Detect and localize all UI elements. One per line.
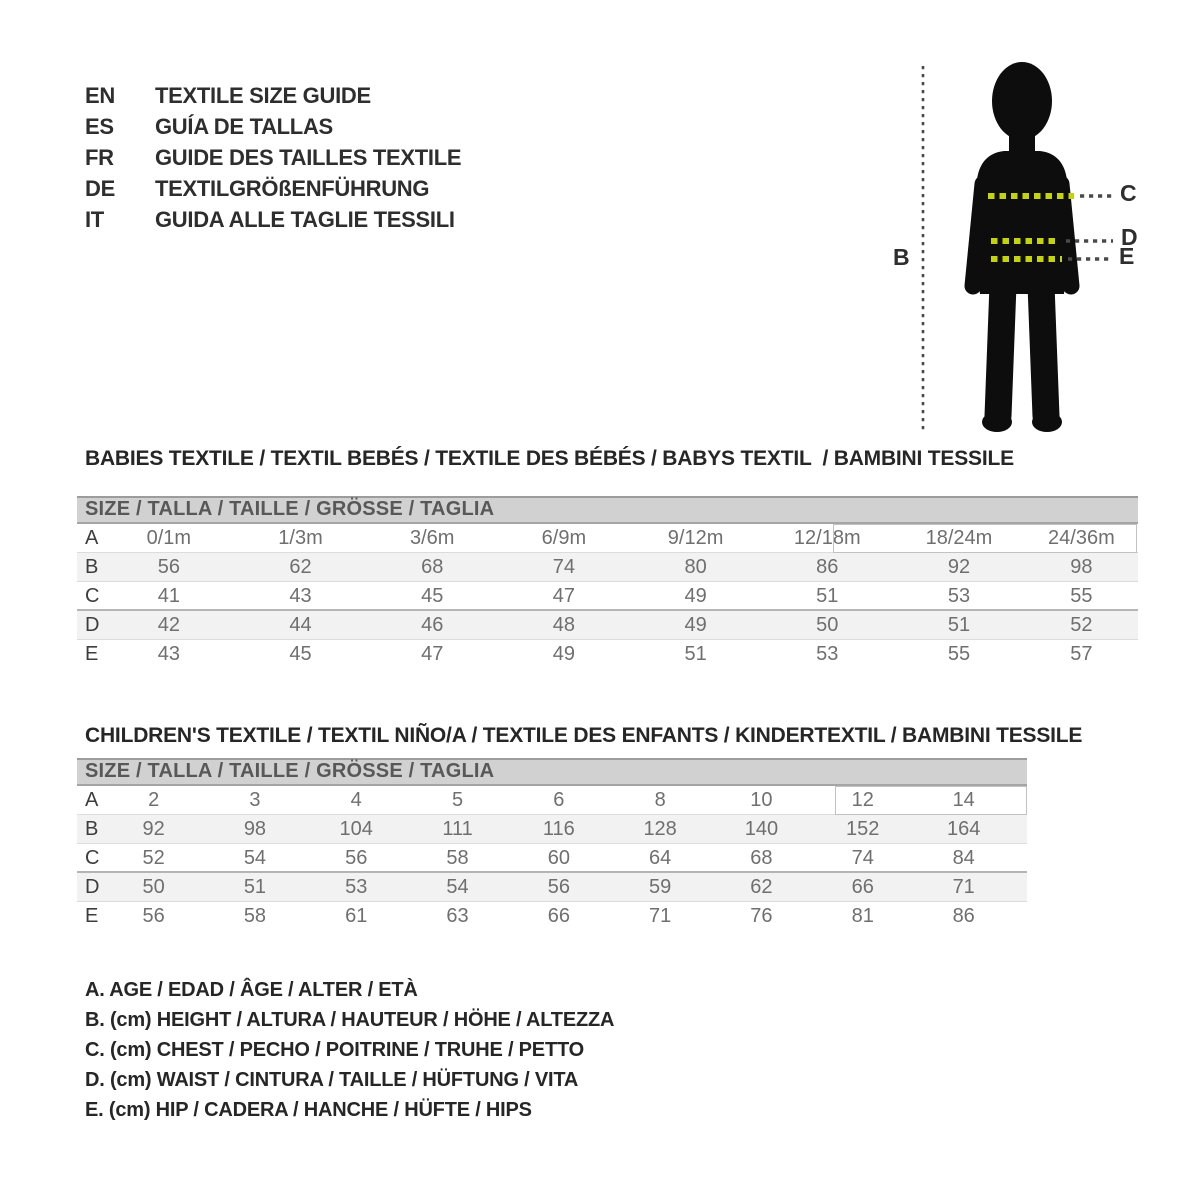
row-label: E (85, 643, 99, 665)
table-cell: 48 (552, 614, 576, 636)
table-cell: 68 (750, 847, 773, 869)
table-cell: 53 (947, 585, 971, 607)
table-cell: 92 (142, 818, 165, 840)
table-cell: 60 (547, 847, 570, 869)
table-cell: 71 (952, 876, 975, 898)
table-cell: 8 (654, 789, 666, 811)
table-cell: 62 (289, 556, 312, 578)
language-code: FR (85, 145, 114, 170)
table-cell: 56 (547, 876, 570, 898)
list-item (85, 173, 461, 204)
guide-title: GUÍA DE TALLAS (155, 114, 333, 139)
row-label: C (85, 585, 100, 607)
table-row (77, 815, 1027, 844)
list-item (85, 204, 461, 235)
language-code: DE (85, 176, 115, 201)
table-cell: 2 (148, 789, 160, 811)
table-cell: 49 (552, 643, 576, 665)
table-row (77, 873, 1027, 902)
list-item (85, 142, 461, 173)
table-cell: 47 (552, 585, 576, 607)
table-cell: 5 (451, 789, 464, 811)
row-label: A (85, 527, 99, 549)
row-label: D (85, 876, 100, 898)
table-cell: 0/1m (146, 527, 192, 549)
table-cell: 92 (947, 556, 971, 578)
table-cell: 56 (345, 847, 368, 869)
legend-waist: D. (cm) WAIST / CINTURA / TAILLE / HÜFTUNG / VITA (85, 1069, 579, 1091)
language-title-list (85, 80, 461, 235)
language-code: EN (85, 83, 115, 108)
table-cell: 104 (339, 818, 373, 840)
table-cell: 47 (421, 643, 444, 665)
table-cell: 12 (851, 789, 874, 811)
table-cell: 43 (157, 643, 180, 665)
table-cell: 61 (345, 905, 368, 927)
table-cell: 51 (947, 614, 971, 636)
table-cell: 4 (350, 789, 362, 811)
table-cell: 59 (649, 876, 672, 898)
table-cell: 50 (816, 614, 839, 636)
table-cell: 74 (851, 847, 874, 869)
table-cell: 86 (952, 905, 975, 927)
table-cell: 6/9m (541, 527, 587, 549)
table-row (77, 553, 1138, 582)
babies-section-title: BABIES TEXTILE / TEXTIL BEBÉS / TEXTILE DES BÉBÉS / BABYS TEXTIL / BAMBINI TESSILE (85, 447, 1014, 470)
table-cell: 43 (289, 585, 312, 607)
table-cell: 63 (446, 905, 469, 927)
size-header-bar: SIZE / TALLA / TAILLE / GRÖSSE / TAGLIA (77, 496, 1138, 524)
row-label: C (85, 847, 100, 869)
table-cell: 45 (421, 585, 444, 607)
guide-title: GUIDE DES TAILLES TEXTILE (155, 145, 462, 170)
table-cell: 51 (243, 876, 267, 898)
table-cell: 86 (816, 556, 839, 578)
legend-age: A. AGE / EDAD / ÂGE / ALTER / ETÀ (85, 979, 418, 1001)
size-header-bar: SIZE / TALLA / TAILLE / GRÖSSE / TAGLIA (77, 758, 1027, 786)
children-size-table (77, 758, 1027, 931)
guide-title: GUIDA ALLE TAGLIE TESSILI (155, 207, 455, 232)
hip-line-label: E (1119, 243, 1135, 269)
language-code: IT (85, 207, 104, 232)
table-cell: 41 (157, 585, 180, 607)
measurement-legend (85, 975, 614, 1125)
list-item (85, 111, 461, 142)
table-cell: 58 (243, 905, 267, 927)
children-section-title: CHILDREN'S TEXTILE / TEXTIL NIÑO/A / TEXTILE DES ENFANTS / KINDERTEXTIL / BAMBINI TESSILE (85, 724, 1083, 747)
legend-chest: C. (cm) CHEST / PECHO / POITRINE / TRUHE / PETTO (85, 1039, 584, 1061)
table-cell: 62 (750, 876, 773, 898)
table-cell: 58 (446, 847, 469, 869)
table-row (77, 582, 1138, 611)
table-cell: 49 (684, 585, 707, 607)
table-cell: 64 (649, 847, 672, 869)
language-code: ES (85, 114, 114, 139)
table-cell: 54 (446, 876, 469, 898)
table-cell: 56 (142, 905, 165, 927)
table-cell: 14 (952, 789, 975, 811)
height-line-label: B (893, 244, 910, 270)
legend-height: B. (cm) HEIGHT / ALTURA / HAUTEUR / HÖHE / ALTEZZA (85, 1009, 615, 1031)
table-cell: 140 (744, 818, 779, 840)
table-cell: 55 (947, 643, 971, 665)
table-cell: 53 (816, 643, 839, 665)
table-cell: 51 (816, 585, 839, 607)
chest-line-label: C (1120, 180, 1137, 206)
table-cell: 68 (421, 556, 444, 578)
babies-size-table (77, 496, 1138, 669)
table-cell: 81 (851, 905, 874, 927)
waist-line-label: D (1121, 224, 1138, 250)
table-cell: 42 (157, 614, 180, 636)
table-cell: 76 (750, 905, 773, 927)
table-cell: 9/12m (667, 527, 724, 549)
highlight-box (833, 524, 1137, 553)
row-label: B (85, 556, 99, 578)
table-cell: 98 (243, 818, 267, 840)
guide-title: TEXTILGRÖßENFÜHRUNG (155, 176, 430, 201)
table-cell: 49 (684, 614, 707, 636)
table-cell: 74 (552, 556, 576, 578)
table-cell: 54 (243, 847, 267, 869)
row-label: A (85, 789, 99, 811)
table-cell: 3/6m (409, 527, 455, 549)
table-cell: 52 (1070, 614, 1093, 636)
table-cell: 57 (1070, 643, 1093, 665)
table-row (77, 844, 1027, 873)
table-cell: 128 (643, 818, 677, 840)
row-label: B (85, 818, 99, 840)
table-row (77, 902, 1027, 931)
table-cell: 44 (289, 614, 312, 636)
child-silhouette (973, 62, 1071, 432)
table-cell: 1/3m (278, 527, 323, 549)
table-cell: 3 (249, 789, 261, 811)
table-cell: 18/24m (925, 527, 993, 549)
table-cell: 6 (553, 789, 565, 811)
table-cell: 53 (345, 876, 368, 898)
table-cell: 50 (142, 876, 165, 898)
row-label: D (85, 614, 100, 636)
table-cell: 24/36m (1048, 527, 1115, 549)
table-cell: 12/18m (793, 527, 861, 549)
table-cell: 52 (142, 847, 165, 869)
table-cell: 98 (1070, 556, 1093, 578)
table-cell: 55 (1070, 585, 1093, 607)
table-cell: 56 (157, 556, 180, 578)
table-cell: 80 (684, 556, 707, 578)
table-cell: 45 (289, 643, 312, 665)
table-cell: 164 (947, 818, 981, 840)
table-cell: 71 (649, 905, 672, 927)
measurement-figure (860, 45, 1160, 445)
guide-title: TEXTILE SIZE GUIDE (155, 83, 371, 108)
legend-hip: E. (cm) HIP / CADERA / HANCHE / HÜFTE / HIPS (85, 1099, 532, 1121)
table-cell: 111 (442, 818, 473, 840)
row-label: E (85, 905, 99, 927)
table-cell: 84 (952, 847, 975, 869)
table-cell: 66 (851, 876, 874, 898)
table-cell: 152 (846, 818, 880, 840)
table-cell: 51 (684, 643, 707, 665)
table-cell: 66 (547, 905, 570, 927)
table-row (77, 640, 1138, 669)
highlight-box (835, 786, 1027, 815)
list-item (85, 80, 461, 111)
table-cell: 46 (421, 614, 444, 636)
table-cell: 116 (542, 818, 575, 840)
table-row (77, 611, 1138, 640)
table-cell: 10 (750, 789, 773, 811)
